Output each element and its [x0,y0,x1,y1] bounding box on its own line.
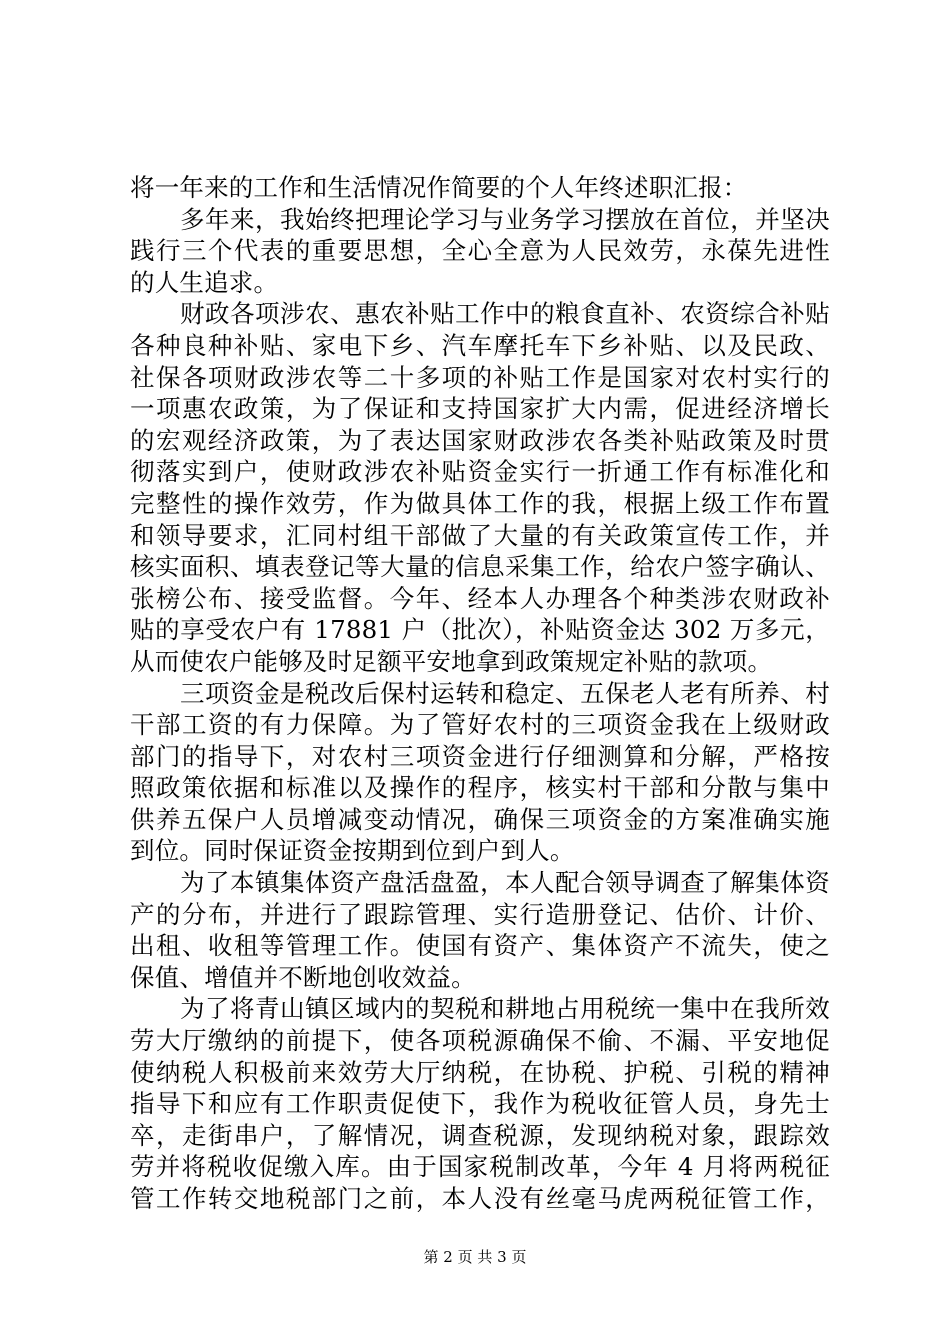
text-line: 将一年来的工作和生活情况作简要的个人年终述职汇报： [130,173,748,202]
text-line: 各种良种补贴、家电下乡、汽车摩托车下乡补贴、以及民政、 [130,330,830,360]
text-line: 从而使农户能够及时足额平安地拿到政策规定补贴的款项。 [130,646,773,676]
text-line: 核实面积、填表登记等大量的信息采集工作，给农户签字确认、 [130,552,830,582]
text-line: 的人生追求。 [130,267,279,297]
text-line: 卒，走街串户，了解情况，调查税源，发现纳税对象，跟踪效 [130,1120,830,1150]
text-line: 使纳税人积极前来效劳大厅纳税，在协税、护税、引税的精神 [130,1057,830,1087]
text-line: 为了将青山镇区域内的契税和耕地占用税统一集中在我所效 [180,994,830,1024]
document-body [130,172,830,1215]
text-line: 劳大厅缴纳的前提下，使各项税源确保不偷、不漏、平安地促 [130,1026,830,1056]
text-line: 的宏观经济政策，为了表达国家财政涉农各类补贴政策及时贯 [130,425,830,455]
text-line: 多年来，我始终把理论学习与业务学习摆放在首位，并坚决 [180,204,830,234]
text-line: 保值、增值并不断地创收效益。 [130,962,476,992]
text-line: 完整性的操作效劳，作为做具体工作的我，根据上级工作布置 [130,488,830,518]
text-line: 部门的指导下，对农村三项资金进行仔细测算和分解，严格按 [130,741,830,771]
text-line: 贴的享受农户有 17881 户（批次），补贴资金达 302 万多元， [130,615,830,645]
text-line: 干部工资的有力保障。为了管好农村的三项资金我在上级财政 [130,710,830,740]
text-line: 财政各项涉农、惠农补贴工作中的粮食直补、农资综合补贴 [180,299,830,329]
text-line: 指导下和应有工作职责促使下，我作为税收征管人员，身先士 [130,1089,830,1119]
text-line: 供养五保户人员增减变动情况，确保三项资金的方案准确实施 [130,804,830,834]
text-line: 劳并将税收促缴入库。由于国家税制改革，今年 4 月将两税征 [130,1152,830,1182]
text-line: 照政策依据和标准以及操作的程序，核实村干部和分散与集中 [130,773,830,803]
text-line: 三项资金是税改后保村运转和稳定、五保老人老有所养、村 [180,678,830,708]
text-line: 践行三个代表的重要思想，全心全意为人民效劳，永葆先进性 [130,236,830,266]
text-line: 为了本镇集体资产盘活盘盈，本人配合领导调查了解集体资 [180,868,830,898]
text-line: 和领导要求，汇同村组干部做了大量的有关政策宣传工作，并 [130,520,830,550]
text-line: 一项惠农政策，为了保证和支持国家扩大内需，促进经济增长 [130,394,830,424]
text-line: 社保各项财政涉农等二十多项的补贴工作是国家对农村实行的 [130,362,830,392]
text-line: 彻落实到户，使财政涉农补贴资金实行一折通工作有标准化和 [130,457,830,487]
text-line: 到位。同时保证资金按期到位到户到人。 [130,836,575,866]
page-number-footer: 第 2 页 共 3 页 [423,1248,527,1266]
text-line: 出租、收租等管理工作。使国有资产、集体资产不流失，使之 [130,931,830,961]
text-line: 张榜公布、接受监督。今年、经本人办理各个种类涉农财政补 [130,583,830,613]
text-line: 管工作转交地税部门之前，本人没有丝毫马虎两税征管工作， [130,1184,830,1213]
text-line: 产的分布，并进行了跟踪管理、实行造册登记、估价、计价、 [130,899,830,929]
